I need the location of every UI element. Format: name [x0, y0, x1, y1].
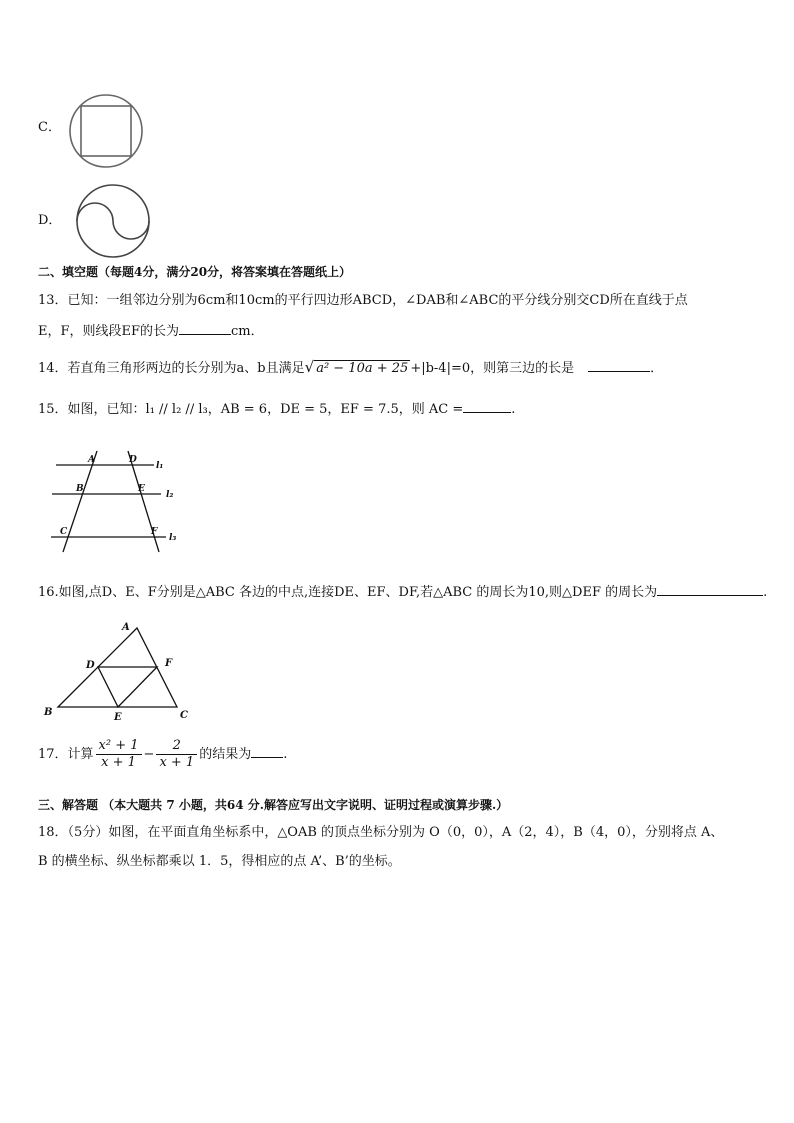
point-b-label: B: [44, 707, 53, 718]
question-13-unit: cm．: [231, 324, 264, 339]
question-15-end: .: [511, 402, 516, 417]
figure-16: [40, 618, 200, 724]
question-14: 14．若直角三角形两边的长分别为a、b且满足√ a² − 10a + 25 +|b-4|=0，则第三边的长是 ．: [38, 358, 664, 376]
question-14-answer-blank[interactable]: [588, 359, 650, 372]
line-l3-label: l₃: [169, 533, 177, 543]
question-13-line-2: [38, 322, 264, 341]
line-l2-label: l₂: [166, 490, 174, 500]
fraction-1-numerator: x² + 1: [96, 738, 142, 755]
question-17-text: 17．计算: [38, 747, 94, 762]
question-18-line-2: B 的横坐标、纵坐标都乘以 1．5，得相应的点 A’、B’的坐标。: [38, 854, 401, 869]
question-15: [38, 400, 515, 419]
question-17: [38, 738, 287, 771]
point-c-label: C: [60, 527, 68, 537]
point-c-label: C: [180, 710, 188, 721]
figure-15: [48, 448, 188, 556]
fraction-2: [156, 738, 197, 771]
point-b-label: B: [76, 484, 84, 494]
question-13-answer-blank[interactable]: [179, 322, 231, 335]
question-17-end: .: [283, 747, 288, 762]
question-14-text-after: +|b-4|=0，则第三边的长是: [410, 361, 575, 376]
square-shape: [81, 106, 131, 156]
fraction-2-numerator: 2: [156, 738, 197, 755]
option-c-figure: [68, 93, 144, 169]
option-c-label: C．: [38, 120, 61, 135]
point-e-label: E: [138, 484, 145, 494]
line-l1-label: l₁: [156, 461, 164, 471]
fraction-1: [96, 738, 142, 771]
point-f-label: F: [165, 658, 173, 669]
question-13-text: E，F，则线段EF的长为: [38, 324, 180, 339]
question-17-text-after: 的结果为: [199, 747, 252, 762]
question-15-text: 15．如图，已知：l₁ // l₂ // l₃，AB = 6，DE = 5，EF = 7.5，则 AC =: [38, 402, 464, 417]
section-2-heading: 二、填空题（每题4分，满分20分，将答案填在答题纸上）: [38, 265, 352, 279]
question-16-answer-blank[interactable]: [657, 583, 763, 596]
question-16-text: 16.如图,点D、E、F分别是△ABC 各边的中点,连接DE、EF、DF,若△ABC 的周长为10,则△DEF 的周长为: [38, 585, 658, 600]
fraction-1-denominator: x + 1: [101, 755, 136, 770]
fraction-2-denominator: x + 1: [159, 755, 195, 770]
question-18-line-1: 18．（5分）如图，在平面直角坐标系中，△OAB 的顶点坐标分别为 O（0，0），A（2，4），B（4，0），分别将点 A、: [38, 825, 724, 840]
triangle-def: [98, 667, 157, 707]
option-d-label: D．: [38, 213, 62, 228]
point-f-label: F: [151, 527, 158, 537]
question-16-end: .: [763, 585, 768, 600]
point-a-label: A: [122, 622, 130, 633]
question-14-radical: a² − 10a + 25: [316, 361, 409, 376]
s-curve-shape: [77, 203, 149, 239]
question-14-end: ．: [650, 361, 664, 376]
question-17-answer-blank[interactable]: [251, 745, 283, 758]
point-d-label: D: [129, 455, 137, 465]
section-3-heading: 三、解答题 （本大题共 7 小题，共64 分.解答应写出文字说明、证明过程或演算步骤.）: [38, 798, 509, 812]
point-d-label: D: [86, 660, 95, 671]
option-d-figure: [74, 183, 152, 259]
point-e-label: E: [114, 712, 122, 723]
question-15-answer-blank[interactable]: [463, 400, 511, 413]
point-a-label: A: [88, 455, 95, 465]
minus-sign: −: [143, 747, 155, 762]
question-14-text: 14．若直角三角形两边的长分别为a、b且满足: [38, 361, 305, 376]
question-13-line-1: 13．已知：一组邻边分别为6cm和10cm的平行四边形ABCD，∠DAB和∠ABC的平分线分别交CD所在直线于点: [38, 293, 688, 308]
question-16: [38, 583, 767, 602]
